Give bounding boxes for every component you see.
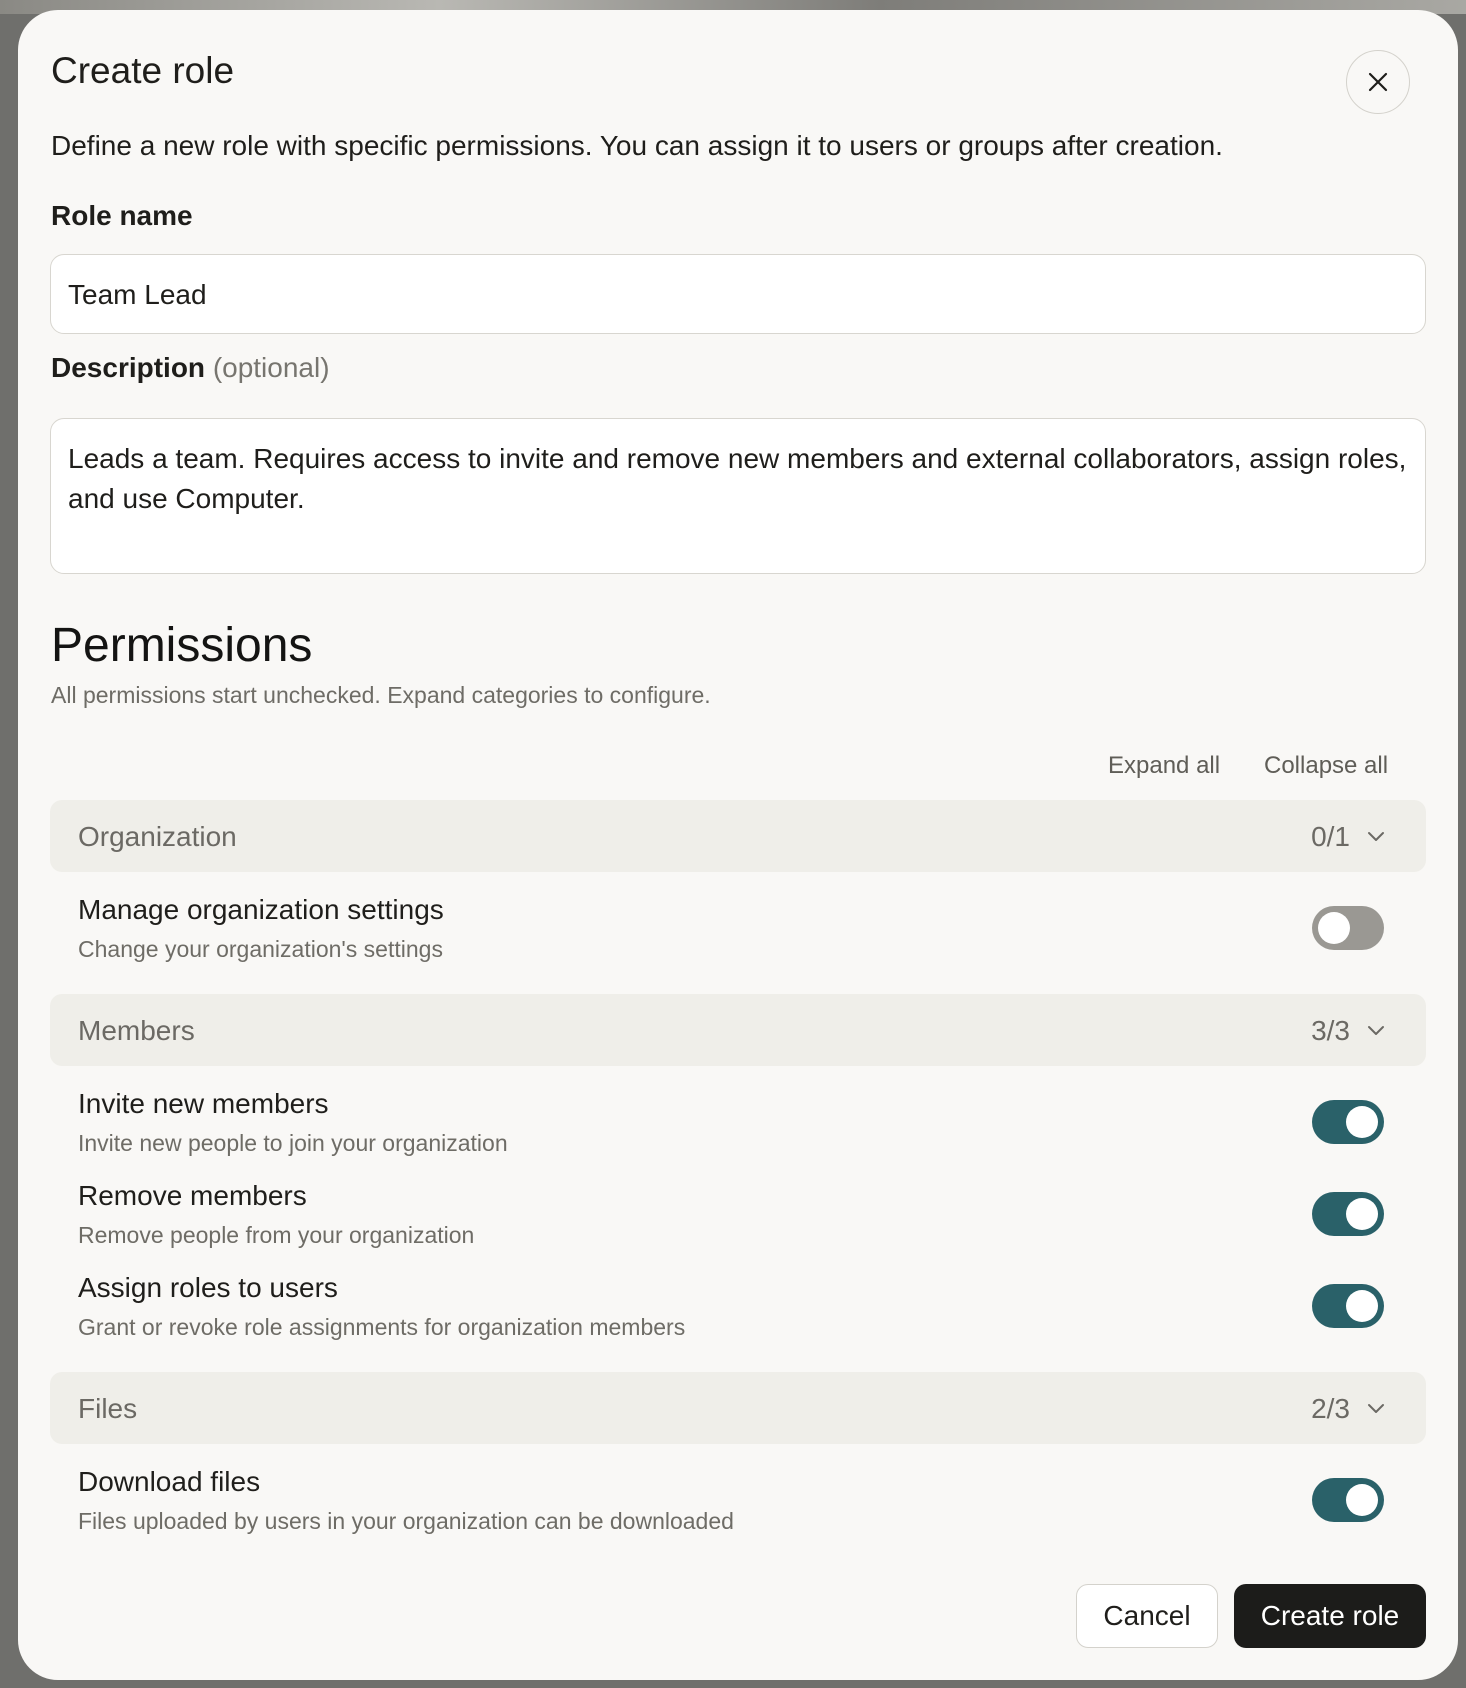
chevron-down-icon <box>1364 1396 1388 1420</box>
cancel-button[interactable]: Cancel <box>1076 1584 1218 1648</box>
toggle-knob <box>1346 1484 1378 1516</box>
create-role-button[interactable]: Create role <box>1234 1584 1426 1648</box>
permission-description: Change your organization's settings <box>78 936 443 962</box>
create-role-dialog <box>18 10 1458 1680</box>
permission-row <box>50 1088 1426 1176</box>
category-members[interactable] <box>50 994 1426 1066</box>
toggle-knob <box>1346 1290 1378 1322</box>
chevron-down-icon <box>1364 824 1388 848</box>
dialog-intro: Define a new role with specific permissions. You can assign it to users or groups after creation. <box>51 130 1223 161</box>
collapse-all-button[interactable]: Collapse all <box>1264 752 1389 779</box>
chevron-down-icon <box>1364 1018 1388 1042</box>
permission-name: Download files <box>78 1466 261 1497</box>
permissions-subtitle: All permissions start unchecked. Expand categories to configure. <box>51 682 711 708</box>
permissions-heading: Permissions <box>51 619 313 672</box>
close-icon <box>1367 71 1389 93</box>
permission-row <box>50 894 1426 982</box>
role-name-label: Role name <box>51 200 193 231</box>
download-files-toggle[interactable] <box>1312 1478 1384 1522</box>
category-organization[interactable] <box>50 800 1426 872</box>
description-label-text: Description <box>51 352 206 383</box>
close-button[interactable] <box>1346 50 1410 114</box>
manage-org-settings-toggle[interactable] <box>1312 906 1384 950</box>
category-count: 0/1 <box>1311 821 1350 852</box>
category-name: Organization <box>78 821 237 852</box>
permission-name: Remove members <box>78 1180 307 1211</box>
category-name: Members <box>78 1015 195 1046</box>
permission-row <box>50 1272 1426 1360</box>
invite-members-toggle[interactable] <box>1312 1100 1384 1144</box>
permission-description: Remove people from your organization <box>78 1222 475 1248</box>
toggle-knob <box>1346 1106 1378 1138</box>
toggle-knob <box>1346 1198 1378 1230</box>
category-count: 2/3 <box>1311 1393 1350 1424</box>
description-textarea[interactable]: Leads a team. Requires access to invite and remove new members and external collaborators, assign roles, and use Computer. <box>50 418 1426 574</box>
optional-hint: (optional) <box>212 352 330 383</box>
permission-description: Grant or revoke role assignments for organization members <box>78 1314 686 1340</box>
permission-row <box>50 1180 1426 1268</box>
permission-name: Invite new members <box>78 1088 329 1119</box>
toggle-knob <box>1318 912 1350 944</box>
permission-description: Invite new people to join your organization <box>78 1130 508 1156</box>
role-name-input[interactable]: Team Lead <box>50 254 1426 334</box>
category-files[interactable] <box>50 1372 1426 1444</box>
permission-row <box>50 1466 1426 1554</box>
description-label <box>51 352 330 384</box>
category-name: Files <box>78 1393 138 1424</box>
permission-name: Manage organization settings <box>78 894 444 925</box>
category-count: 3/3 <box>1311 1015 1350 1046</box>
permission-name: Assign roles to users <box>78 1272 338 1303</box>
expand-all-button[interactable]: Expand all <box>1108 752 1221 779</box>
assign-roles-toggle[interactable] <box>1312 1284 1384 1328</box>
permission-description: Files uploaded by users in your organization can be downloaded <box>78 1508 734 1534</box>
dialog-title: Create role <box>51 50 235 91</box>
remove-members-toggle[interactable] <box>1312 1192 1384 1236</box>
